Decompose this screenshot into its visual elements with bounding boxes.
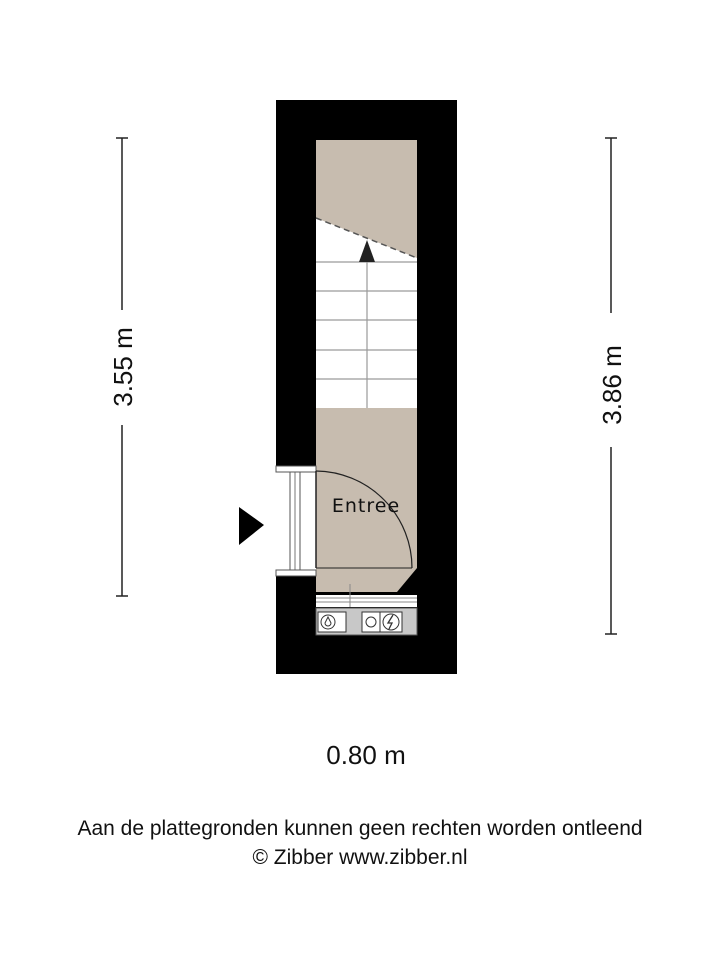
dimension-left-label: 3.55 m [108,327,138,407]
disclaimer-text: Aan de plattegronden kunnen geen rechten worden ontleend [77,817,643,840]
entrance-marker-icon [239,507,264,545]
dimension-left [108,138,138,596]
gas-meter-icon [362,612,380,632]
electric-meter-icon [380,612,402,632]
dimension-bottom-label: 0.80 m [326,740,406,770]
dimension-right-label: 3.86 m [597,345,627,425]
water-meter-icon [318,612,346,632]
room-label: Entree [331,495,401,517]
dimension-right [597,138,627,634]
copyright-text: © Zibber www.zibber.nl [252,846,468,869]
